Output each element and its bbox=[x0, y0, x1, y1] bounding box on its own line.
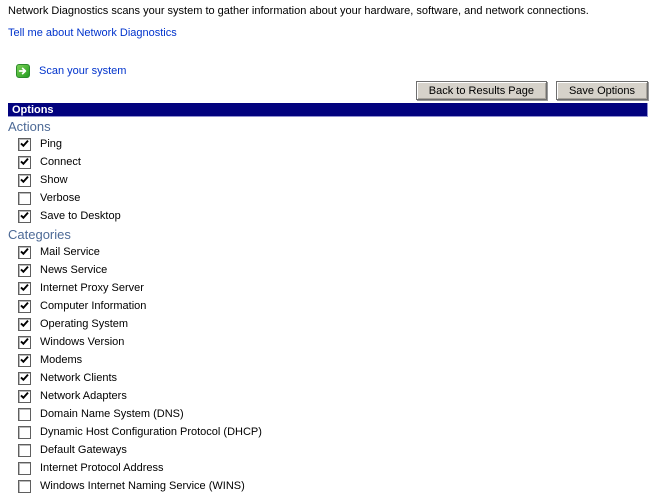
checkmark-icon bbox=[19, 210, 30, 221]
options-title-bar: Options bbox=[8, 103, 648, 117]
checkbox-row[interactable] bbox=[8, 261, 648, 279]
checkmark-icon bbox=[19, 318, 30, 329]
checkmark-icon bbox=[19, 372, 30, 383]
checkmark-icon bbox=[19, 156, 30, 167]
checkbox-label: Modems bbox=[40, 353, 83, 366]
checkmark-icon bbox=[19, 138, 30, 149]
checkbox-label: Show bbox=[40, 173, 68, 186]
checkbox-row[interactable] bbox=[8, 369, 648, 387]
checkmark-icon bbox=[19, 336, 30, 347]
options-section bbox=[8, 119, 648, 225]
checkbox-row[interactable] bbox=[8, 387, 648, 405]
checkbox[interactable] bbox=[18, 462, 31, 475]
checkbox-label: Windows Internet Naming Service (WINS) bbox=[40, 479, 245, 492]
checkbox-row[interactable] bbox=[8, 279, 648, 297]
options-section bbox=[8, 227, 648, 495]
checkbox-row[interactable] bbox=[8, 189, 648, 207]
checkbox-label: Network Clients bbox=[40, 371, 118, 384]
checkbox[interactable] bbox=[18, 138, 31, 151]
checkbox-row[interactable] bbox=[8, 351, 648, 369]
checkmark-icon bbox=[19, 264, 30, 275]
checkbox[interactable] bbox=[18, 192, 31, 205]
checkbox[interactable] bbox=[18, 480, 31, 493]
checkbox-row[interactable] bbox=[8, 297, 648, 315]
checkbox-row[interactable] bbox=[8, 243, 648, 261]
checkbox-row[interactable] bbox=[8, 441, 648, 459]
checkbox-label: News Service bbox=[40, 263, 108, 276]
intro-text: Network Diagnostics scans your system to gather information about your hardware, software, and network connections. bbox=[8, 5, 589, 17]
checkmark-icon bbox=[19, 282, 30, 293]
button-row bbox=[8, 81, 648, 101]
checkbox[interactable] bbox=[18, 246, 31, 259]
checkbox[interactable] bbox=[18, 156, 31, 169]
checkbox-label: Computer Information bbox=[40, 299, 147, 312]
checkbox-row[interactable] bbox=[8, 135, 648, 153]
section-heading-actions: Actions bbox=[8, 119, 51, 134]
checkbox[interactable] bbox=[18, 336, 31, 349]
checkmark-icon bbox=[19, 300, 30, 311]
checkbox-label: Internet Protocol Address bbox=[40, 461, 164, 474]
checkmark-icon bbox=[19, 354, 30, 365]
green-arrow-right-icon bbox=[16, 64, 30, 78]
checkbox-label: Operating System bbox=[40, 317, 129, 330]
checkbox-label: Internet Proxy Server bbox=[40, 281, 144, 294]
checkbox-row[interactable] bbox=[8, 171, 648, 189]
options-sections bbox=[8, 119, 648, 495]
checkbox[interactable] bbox=[18, 300, 31, 313]
checkbox-label: Save to Desktop bbox=[40, 209, 121, 222]
checkbox[interactable] bbox=[18, 354, 31, 367]
checkbox[interactable] bbox=[18, 444, 31, 457]
checkbox[interactable] bbox=[18, 408, 31, 421]
checkbox-label: Connect bbox=[40, 155, 81, 168]
checkbox[interactable] bbox=[18, 390, 31, 403]
checkbox[interactable] bbox=[18, 282, 31, 295]
checkbox-label: Ping bbox=[40, 137, 63, 150]
checkbox[interactable] bbox=[18, 426, 31, 439]
save-options-button[interactable]: Save Options bbox=[556, 81, 648, 100]
checkbox-label: Windows Version bbox=[40, 335, 125, 348]
checkbox-row[interactable] bbox=[8, 459, 648, 477]
checkbox[interactable] bbox=[18, 264, 31, 277]
checkbox-row[interactable] bbox=[8, 315, 648, 333]
back-to-results-button[interactable]: Back to Results Page bbox=[416, 81, 547, 100]
checkbox[interactable] bbox=[18, 318, 31, 331]
checkbox-row[interactable] bbox=[8, 405, 648, 423]
checkbox-label: Verbose bbox=[40, 191, 81, 204]
tell-me-link[interactable]: Tell me about Network Diagnostics bbox=[8, 27, 177, 39]
checkbox-label: Mail Service bbox=[40, 245, 100, 258]
section-heading-categories: Categories bbox=[8, 227, 71, 242]
checkbox-row[interactable] bbox=[8, 333, 648, 351]
scan-link-label: Scan your system bbox=[39, 64, 127, 77]
checkbox[interactable] bbox=[18, 174, 31, 187]
checkbox-label: Default Gateways bbox=[40, 443, 127, 456]
scan-your-system-link[interactable] bbox=[16, 63, 648, 78]
checkbox-row[interactable] bbox=[8, 153, 648, 171]
checkbox-label: Network Adapters bbox=[40, 389, 127, 402]
checkbox[interactable] bbox=[18, 372, 31, 385]
checkbox-label: Domain Name System (DNS) bbox=[40, 407, 184, 420]
checkbox-row[interactable] bbox=[8, 423, 648, 441]
checkbox[interactable] bbox=[18, 210, 31, 223]
checkmark-icon bbox=[19, 246, 30, 257]
checkbox-row[interactable] bbox=[8, 207, 648, 225]
checkbox-label: Dynamic Host Configuration Protocol (DHCP) bbox=[40, 425, 262, 438]
checkbox-row[interactable] bbox=[8, 477, 648, 495]
checkmark-icon bbox=[19, 174, 30, 185]
checkmark-icon bbox=[19, 390, 30, 401]
